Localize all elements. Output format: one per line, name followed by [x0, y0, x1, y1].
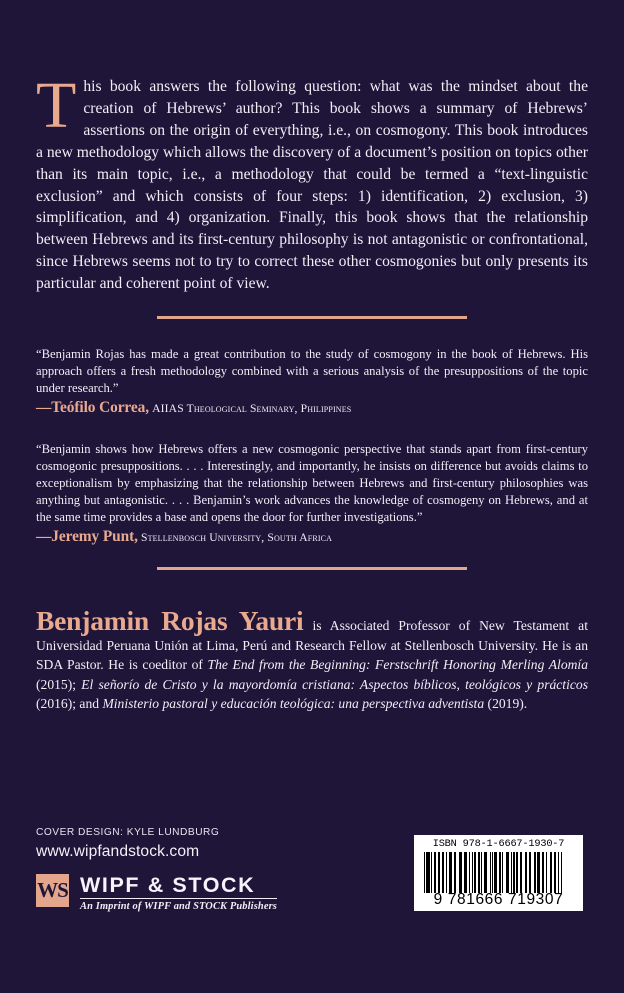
author-name: Benjamin Rojas Yauri: [36, 604, 304, 636]
endorser-name: —Jeremy Punt,: [36, 527, 138, 545]
endorsement-item: [36, 441, 588, 547]
publisher-website[interactable]: www.wipfandstock.com: [36, 842, 200, 860]
ws-logo-icon: WS: [36, 874, 69, 907]
cover-footer: [36, 827, 588, 919]
author-bio: [36, 606, 588, 714]
endorser-name: —Teófilo Correa,: [36, 398, 149, 416]
bio-text-part-4: (2019).: [484, 696, 528, 712]
endorsement-attribution: [36, 398, 588, 418]
publisher-logo: [36, 874, 336, 913]
barcode-bars: [420, 852, 577, 892]
endorsement-attribution: [36, 527, 588, 547]
isbn-number: ISBN 978-1-6667-1930-7: [432, 838, 565, 850]
publisher-block: [36, 827, 336, 913]
description-body: his book answers the following question: what was the mindset about the creation of Hebrews’ author? This book shows a summary of Hebrews’ assertions on the origin of everything, i.e., on cosmogony. This book introduces a new methodology which allows the discovery of a document’s position on topics other than its main topic, i.e., a methodology that could be termed a “text-linguistic exclusion” and which consists of four steps: 1) identification, 2) exclusion, 3) simplification, and 4) organization. Finally, this book shows that the relationship between Hebrews and its first-century philosophy is not antagonistic or confrontational, since Hebrews seems not to try to correct these other cosmogonies but only presents its particular and coherent point of view.: [36, 78, 588, 293]
endorsement-quote: “Benjamin shows how Hebrews offers a new cosmogonic perspective that stands apart from first-century cosmogonic presuppositions. . . . Interestingly, and importantly, he insists on difference but avoids claims to exceptionalism by emphasizing that the relationship between Hebrews and first-century philosophies was anything but antagonistic. . . . Benjamin’s work advances the knowledge of cosmogeny on Hebrews, and at the same time provides a base and opens the door for further investigations.”: [36, 441, 588, 524]
endorser-affiliation: Stellenbosch University, South Africa: [141, 530, 333, 544]
endorsements-section: [36, 346, 588, 547]
divider-rule-bottom: [157, 567, 467, 570]
bio-text-part-2: (2015);: [36, 676, 82, 692]
endorser-affiliation: AIIAS Theological Seminary, Philippines: [152, 401, 352, 415]
barcode-digits: 9 781666 719307: [433, 890, 564, 908]
cover-design-credit: COVER DESIGN: KYLE LUNDBURG: [36, 827, 220, 838]
bio-text-part-1: is Associated Professor of New Testament at Universidad Peruana Unión at Lima, Perú and Research Fellow at Stellenbosch University. He is an SDA Pastor. He is coeditor of: [36, 617, 588, 673]
drop-cap-letter: T: [36, 69, 77, 142]
book-title-3: Ministerio pastoral y educación teológica: una perspectiva adventista: [102, 696, 485, 712]
publisher-wordmark: [80, 874, 277, 913]
bio-text-part-3: (2016); and: [36, 696, 103, 712]
publisher-tagline: An Imprint of WIPF and STOCK Publishers: [80, 898, 277, 913]
isbn-barcode: [414, 835, 583, 911]
book-title-2: El señorío de Cristo y la mayordomía cristiana: Aspectos bíblicos, teológicos y prácticos: [81, 676, 588, 692]
book-description: [36, 0, 588, 295]
divider-rule-top: [157, 316, 467, 319]
endorsement-item: [36, 346, 588, 418]
book-title-1: The End from the Beginning: Ferstschrift Honoring Merling Alomía: [207, 657, 589, 673]
endorsement-quote: “Benjamin Rojas has made a great contribution to the study of cosmogony in the book of Hebrews. His approach offers a fresh methodology combined with a serious analysis of the presuppositions of the topic under research.”: [36, 347, 588, 395]
publisher-name: WIPF & STOCK: [80, 873, 256, 898]
